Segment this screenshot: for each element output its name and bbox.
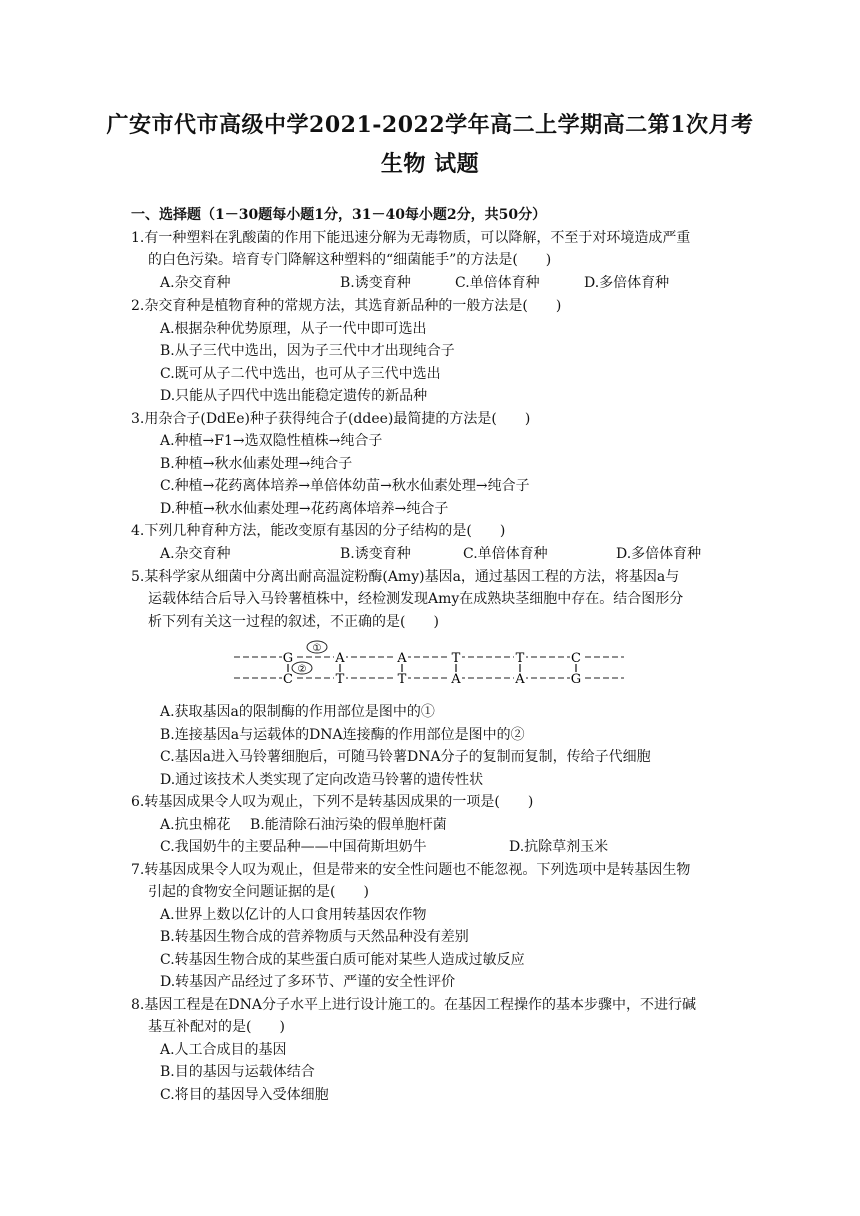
svg-text:①: ① [312,643,322,654]
question-2-stem: 2.杂交育种是植物育种的常规方法，其选育新品种的一般方法是( ) [131,298,562,314]
q3-option-a[interactable]: A.种植→F1→选双隐性植株→纯合子 [160,433,383,449]
q4-option-c[interactable]: C.单倍体育种 [463,546,548,562]
top-strand-base: T [515,651,525,666]
top-strand-base: A [397,651,407,666]
q3-option-d[interactable]: D.种植→秋水仙素处理→花药离体培养→纯合子 [160,501,449,517]
top-strand-base: C [571,651,581,666]
q2-option-c[interactable]: C.既可从子二代中选出，也可从子三代中选出 [160,366,441,382]
q5-option-b[interactable]: B.连接基因a与运载体的DNA连接酶的作用部位是图中的② [160,727,525,743]
bottom-strand-base: C [283,672,293,687]
question-8-stem-cont: 基互补配对的是( ) [148,1019,285,1035]
q6-option-a[interactable]: A.抗虫棉花 [160,817,231,833]
question-1-stem-cont: 的白色污染。培育专门降解这种塑料的“细菌能手”的方法是( ) [148,252,552,268]
q4-option-b[interactable]: B.诱变育种 [340,546,411,562]
q8-option-b[interactable]: B.目的基因与运载体结合 [160,1064,315,1080]
q1-option-c[interactable]: C.单倍体育种 [455,275,540,291]
q4-option-a[interactable]: A.杂交育种 [160,546,231,562]
q8-option-a[interactable]: A.人工合成目的基因 [160,1042,287,1058]
q5-option-a[interactable]: A.获取基因a的限制酶的作用部位是图中的① [160,704,435,720]
bottom-strand-base: T [397,672,407,687]
marker-2 [292,662,312,675]
q5-option-d[interactable]: D.通过该技术人类实现了定向改造马铃薯的遗传性状 [160,772,484,788]
q4-option-d[interactable]: D.多倍体育种 [616,546,702,562]
q5-option-c[interactable]: C.基因a进入马铃薯细胞后，可随马铃薯DNA分子的复制而复制，传给子代细胞 [160,749,651,765]
section-heading: 一、选择题（1－30题每小题1分，31－40每小题2分，共50分） [131,207,547,223]
question-7-stem: 7.转基因成果令人叹为观止，但是带来的安全性问题也不能忽视。下列选项中是转基因生物 [131,862,691,878]
bottom-strand-base: T [335,672,345,687]
exam-subtitle: 生物 试题 [380,151,480,177]
q3-option-b[interactable]: B.种植→秋水仙素处理→纯合子 [160,456,353,472]
svg-text:②: ② [297,664,307,675]
question-8-stem: 8.基因工程是在DNA分子水平上进行设计施工的。在基因工程操作的基本步骤中，不进行碱 [131,997,696,1013]
q7-option-b[interactable]: B.转基因生物合成的营养物质与天然品种没有差别 [160,929,469,945]
q6-option-d[interactable]: D.抗除草剂玉米 [509,839,609,855]
top-strand-base: T [451,651,461,666]
q1-option-b[interactable]: B.诱变育种 [340,275,411,291]
bottom-strand-base: A [515,672,525,687]
q8-option-c[interactable]: C.将目的基因导入受体细胞 [160,1087,329,1103]
dna-sequence-figure [230,640,630,690]
q7-option-d[interactable]: D.转基因产品经过了多环节、严谨的安全性评价 [160,974,456,990]
question-3-stem: 3.用杂合子(DdEe)种子获得纯合子(ddee)最简捷的方法是( ) [131,411,531,427]
q7-option-c[interactable]: C.转基因生物合成的某些蛋白质可能对某些人造成过敏反应 [160,952,525,968]
q2-option-a[interactable]: A.根据杂种优势原理，从子一代中即可选出 [160,321,427,337]
q2-option-b[interactable]: B.从子三代中选出，因为子三代中才出现纯合子 [160,343,455,359]
question-5-stem-cont: 运载体结合后导入马铃薯植株中，经检测发现Amy在成熟块茎细胞中存在。结合图形分 [148,591,684,607]
q6-option-b[interactable]: B.能清除石油污染的假单胞杆菌 [250,817,447,833]
q3-option-c[interactable]: C.种植→花药离体培养→单倍体幼苗→秋水仙素处理→纯合子 [160,478,530,494]
question-6-stem: 6.转基因成果令人叹为观止，下列不是转基因成果的一项是( ) [131,794,534,810]
q2-option-d[interactable]: D.只能从子四代中选出能稳定遗传的新品种 [160,388,428,404]
top-strand-base: A [335,651,345,666]
q1-option-a[interactable]: A.杂交育种 [160,275,231,291]
q1-option-d[interactable]: D.多倍体育种 [584,275,670,291]
question-1-stem: 1.有一种塑料在乳酸菌的作用下能迅速分解为无毒物质，可以降解，不至于对环境造成严重 [131,230,691,246]
bottom-strand-base: G [570,672,582,687]
exam-title: 广安市代市高级中学2021-2022学年高二上学期高二第1次月考 [106,112,754,138]
question-5-stem-cont2: 析下列有关这一过程的叙述，不正确的是( ) [148,614,439,630]
marker-1 [307,641,327,654]
question-7-stem-cont: 引起的食物安全问题证据的是( ) [148,884,369,900]
top-strand-base: G [282,651,294,666]
question-4-stem: 4.下列几种育种方法，能改变原有基因的分子结构的是( ) [131,523,506,539]
bottom-strand-base: A [451,672,461,687]
question-5-stem: 5.某科学家从细菌中分离出耐高温淀粉酶(Amy)基因a，通过基因工程的方法，将基因a与 [131,569,680,585]
q6-option-c[interactable]: C.我国奶牛的主要品种——中国荷斯坦奶牛 [160,839,427,855]
q7-option-a[interactable]: A.世界上数以亿计的人口食用转基因农作物 [160,907,427,923]
